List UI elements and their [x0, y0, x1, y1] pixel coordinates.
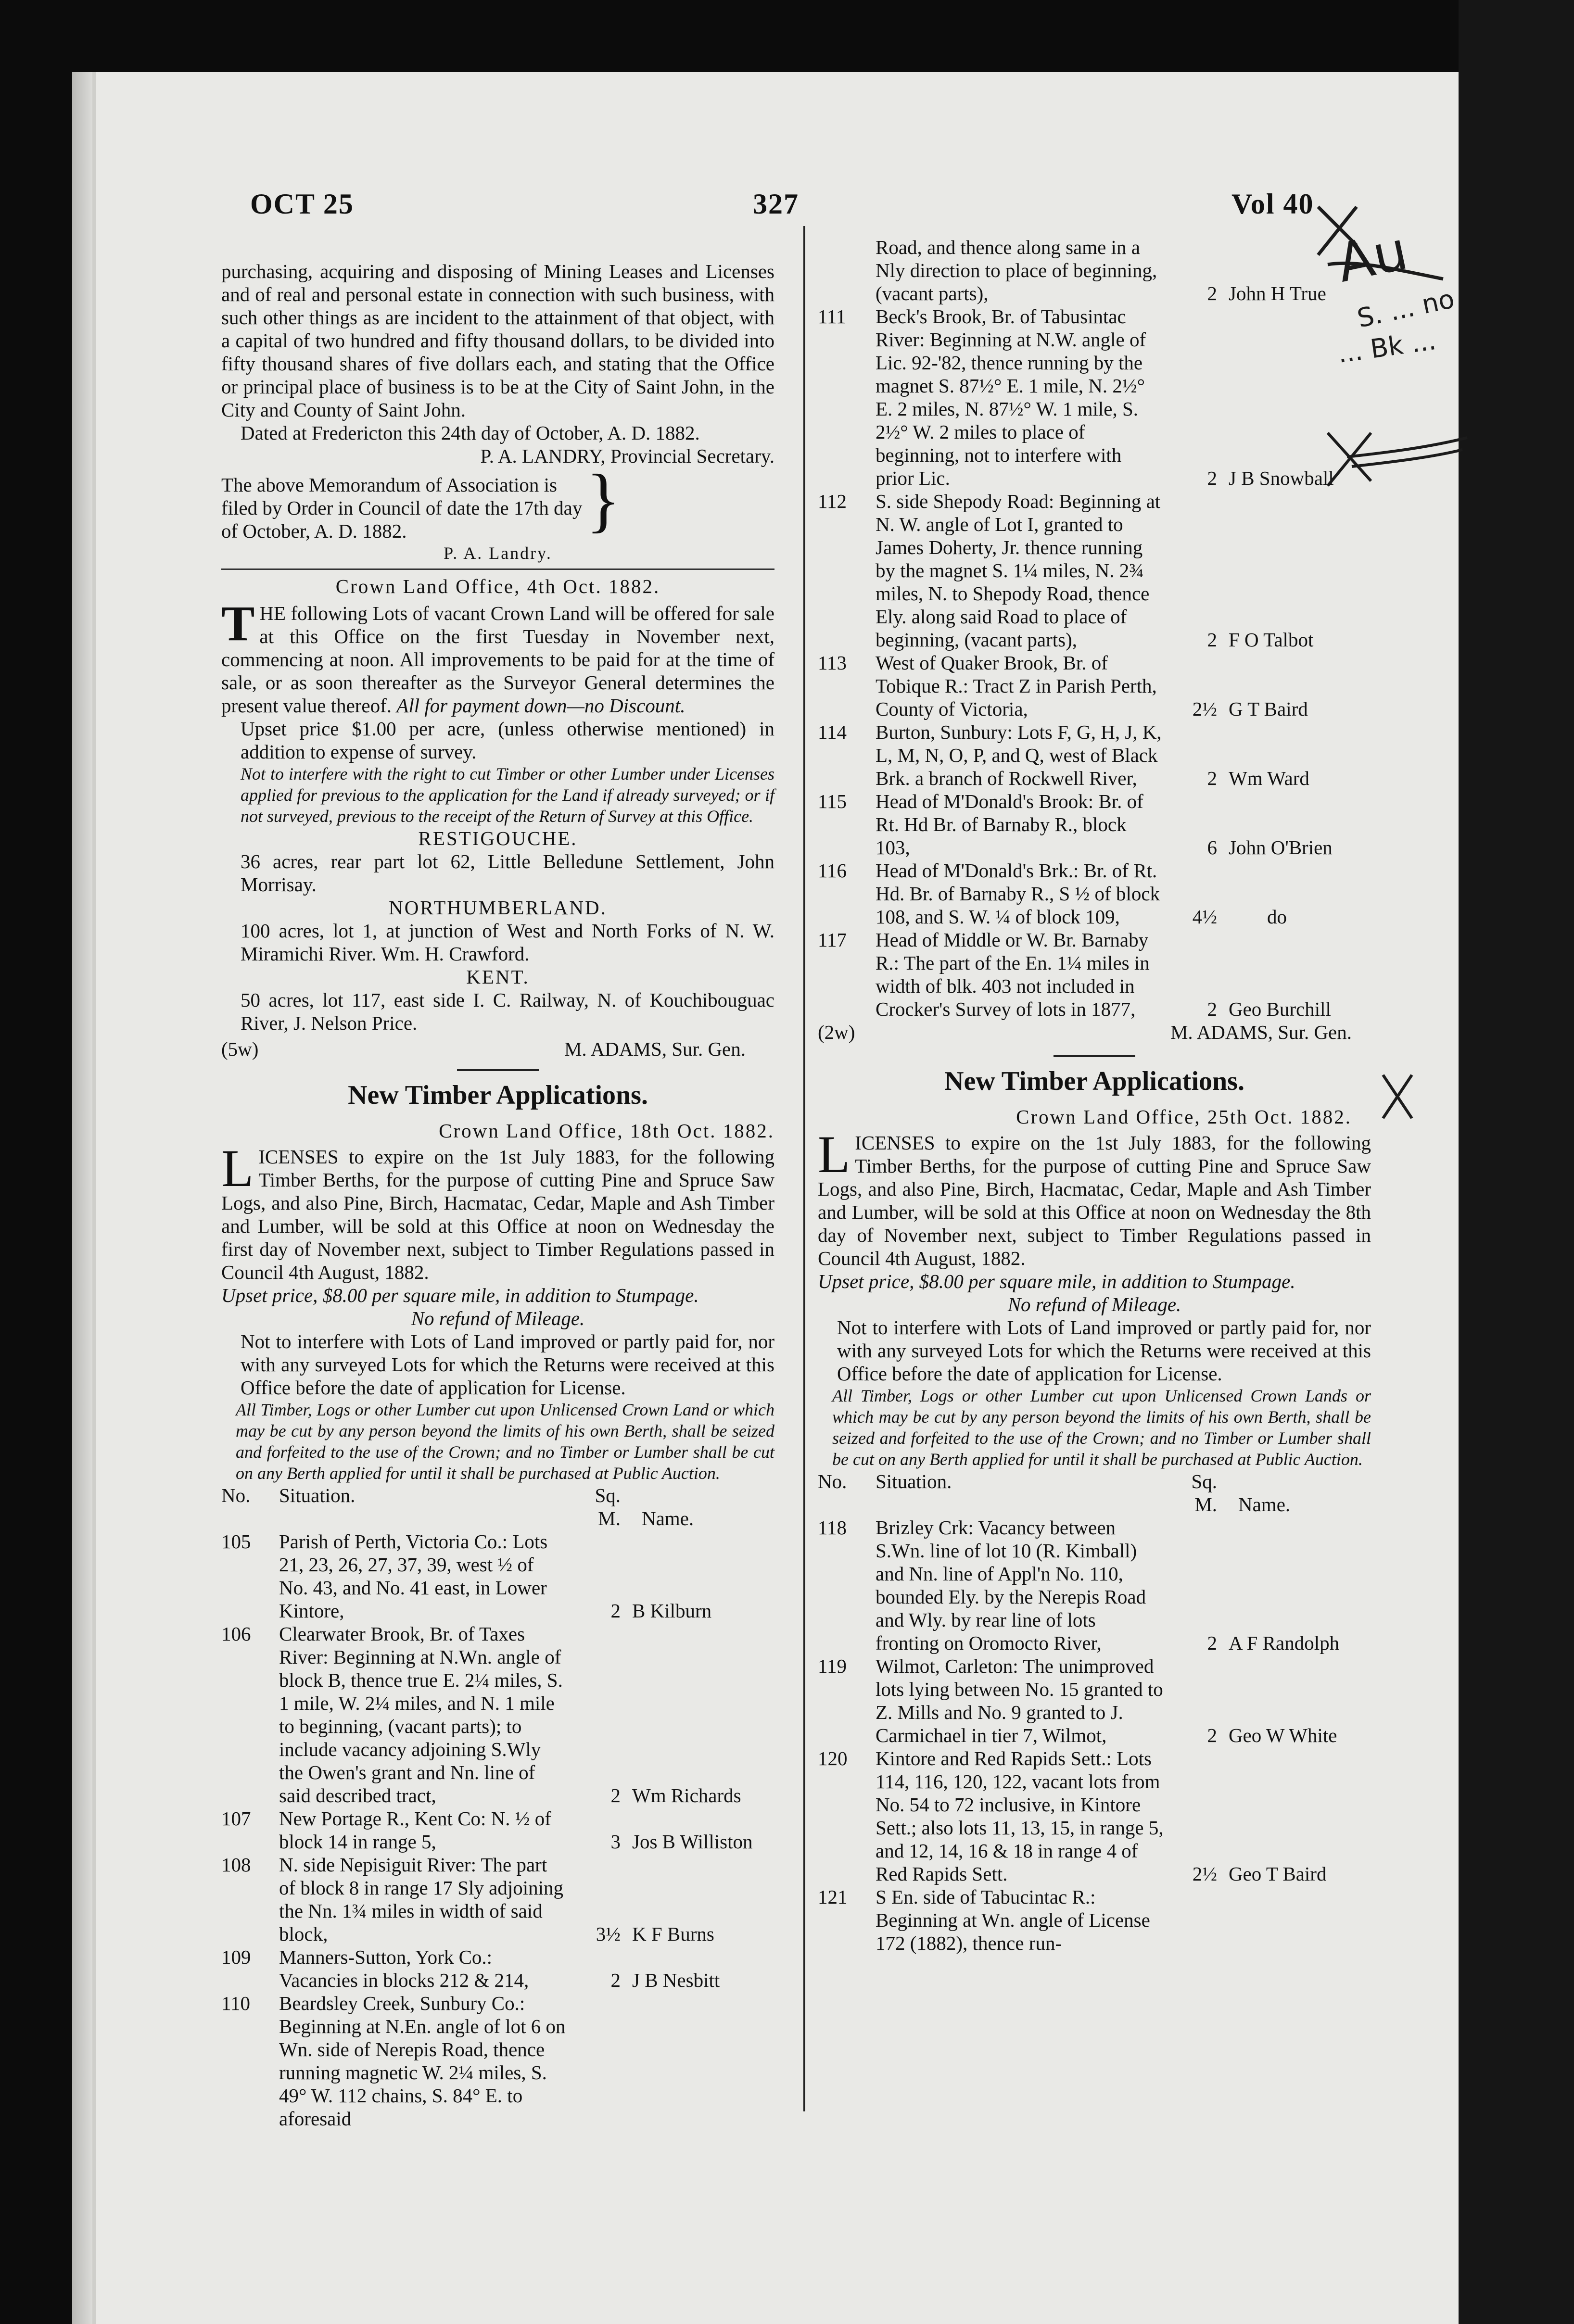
header-sq: Sq. M.	[595, 1484, 621, 1529]
binding-edge-line	[92, 72, 96, 2324]
row-no	[818, 236, 876, 305]
row-situation: Head of Middle or W. Br. Barnaby R.: The part of the En. 1¼ miles in width of blk. 403 not included in Crocker's Survey of lots in 1877,	[876, 929, 1150, 1020]
table-row	[221, 1807, 774, 1853]
table-row	[818, 236, 1371, 305]
page-date: OCT 25	[250, 188, 354, 220]
row-name: Wm Richards	[632, 1784, 741, 1806]
row-situation: Head of M'Donald's Brk.: Br. of Rt. Hd. Br. of Barnaby R., S ½ of block 108, and S. W. ¼ of block 109,	[876, 859, 1160, 928]
pencil-x-mark-snowball	[1318, 423, 1477, 495]
row-no: 118	[818, 1516, 847, 1539]
row-name: John H True	[1229, 282, 1326, 304]
timber-office-date: Crown Land Office, 18th Oct. 1882.	[439, 1120, 774, 1142]
row-situation: N. side Nepisiguit River: The part of block 8 in range 17 Sly adjoining the Nn. 1¾ miles in width of said block,	[279, 1854, 563, 1945]
volume-number: Vol 40	[1231, 188, 1314, 220]
timber-table-continued	[818, 236, 1371, 1021]
handwritten-note-line3: ... Bk ...	[1335, 325, 1438, 369]
header-no: No.	[818, 1470, 847, 1492]
county-northumberland: NORTHUMBERLAND.	[389, 897, 607, 919]
row-sq: 2	[610, 1600, 621, 1622]
insertion-count: (2w)	[818, 1021, 855, 1043]
row-name: Geo W White	[1229, 1724, 1337, 1746]
row-name: John O'Brien	[1229, 836, 1333, 859]
timber-upset-price: Upset price, $8.00 per square mile, in addition to Stumpage.	[818, 1270, 1295, 1292]
table-row	[818, 790, 1371, 859]
row-sq: 2½	[1192, 1863, 1217, 1885]
timber-seizure-note: All Timber, Logs or other Lumber cut upon Unlicensed Crown Land or which may be cut by any person beyond the limits of his own Berth, shall be seized and forfeited to the use of the Crown; and no Timber or Lumber shall be cut on any Berth applied for until it shall be purchased at Public Auction.	[236, 1400, 774, 1483]
section-rule	[221, 568, 774, 570]
scan-border-top	[0, 0, 1574, 72]
memorandum-signature: P. A. LANDRY, Provincial Secretary.	[480, 445, 774, 467]
row-situation: Manners-Sutton, York Co.: Vacancies in blocks 212 & 214,	[279, 1946, 529, 1991]
timber-table-left	[221, 1484, 774, 2130]
row-name: Geo T Baird	[1229, 1863, 1327, 1885]
row-sq: 3½	[596, 1923, 621, 1945]
sale-upset-price: Upset price $1.00 per acre, (unless otherwise mentioned) in addition to expense of survey.	[241, 718, 774, 763]
row-sq: 2	[1207, 282, 1217, 304]
memorandum-note-text: The above Memorandum of Association is filed by Order in Council of date the 17th day of October, A. D. 1882.	[221, 474, 583, 542]
row-no: 105	[221, 1530, 251, 1553]
row-name: Geo Burchill	[1229, 998, 1331, 1020]
row-situation: S En. side of Tabucintac R.: Beginning at Wn. angle of License 172 (1882), thence run-	[876, 1886, 1150, 1954]
row-no: 113	[818, 652, 847, 674]
handwritten-note-au: Au	[1332, 219, 1413, 294]
timber-applications-title: New Timber Applications.	[348, 1080, 648, 1110]
table-row	[221, 1992, 774, 2130]
timber-dropcap: L	[818, 1125, 850, 1184]
row-name	[632, 1992, 774, 2130]
pencil-x-mark-burchill	[1376, 1068, 1419, 1125]
row-sq: 6	[1207, 836, 1217, 859]
row-name: J B Nesbitt	[632, 1969, 720, 1991]
sale-office-heading: Crown Land Office, 4th Oct. 1882.	[335, 575, 660, 597]
lot-kent: 50 acres, lot 117, east side I. C. Railway, N. of Kouchibouguac River, J. Nelson Price.	[241, 989, 774, 1034]
table-row	[221, 1530, 774, 1622]
table-row	[818, 859, 1371, 928]
row-no: 111	[818, 305, 846, 328]
row-name: Jos B Williston	[632, 1831, 753, 1853]
pencil-stroke	[1318, 207, 1443, 279]
table-row	[818, 1655, 1371, 1747]
row-no: 121	[818, 1886, 848, 1908]
short-rule	[1054, 1055, 1135, 1057]
row-situation: Burton, Sunbury: Lots F, G, H, J, K, L, M, N, O, P, and Q, west of Black Brk. a branch of Rockwell River,	[876, 721, 1162, 789]
header-situation: Situation.	[279, 1484, 355, 1506]
row-name: Wm Ward	[1229, 767, 1309, 789]
row-sq: 2	[1207, 1724, 1217, 1746]
lot-northumberland: 100 acres, lot 1, at junction of West and North Forks of N. W. Miramichi River. Wm. H. Crawford.	[241, 920, 774, 965]
lot-restigouche: 36 acres, rear part lot 62, Little Belledune Settlement, John Morrisay.	[241, 850, 774, 896]
row-name	[1229, 1885, 1371, 1955]
row-no: 116	[818, 859, 847, 882]
timber-no-refund: No refund of Mileage.	[411, 1307, 585, 1329]
pencil-stroke	[1328, 433, 1467, 486]
memorandum-dated: Dated at Fredericton this 24th day of October, A. D. 1882.	[241, 422, 700, 444]
county-kent: KENT.	[466, 966, 530, 988]
row-situation: S. side Shepody Road: Beginning at N. W. angle of Lot I, granted to James Doherty, Jr. thence running by the magnet S. 1¼ miles, N. 2¾ miles, N. to Shepody Road, thence Ely. along said Road to place of beginning, (vacant parts),	[876, 490, 1161, 651]
sale-interference-note: Not to interfere with the right to cut Timber or other Lumber under Licenses applied for previous to the application for the Land if already surveyed; or if not surveyed, previous to the receipt of the Return of Survey at this Office.	[241, 764, 774, 826]
row-sq	[568, 1992, 632, 2130]
row-situation: Kintore and Red Rapids Sett.: Lots 114, 116, 120, 122, vacant lots from No. 54 to 72 inclusive, in Kintore Sett.; also lots 11, 13, 15, in range 5, and 12, 14, 16 & 18 in range 4 of Red Rapids Sett.	[876, 1747, 1164, 1885]
row-name: K F Burns	[632, 1923, 714, 1945]
row-no: 115	[818, 790, 847, 812]
row-no: 109	[221, 1946, 251, 1968]
row-no: 110	[221, 1992, 250, 2014]
timber-interference-note: Not to interfere with Lots of Land improved or partly paid for, nor with any surveyed Lots for which the Returns were received at this Office before the date of application for License.	[241, 1330, 774, 1399]
row-sq: 2	[610, 1969, 621, 1991]
timber-upset-price: Upset price, $8.00 per square mile, in addition to Stumpage.	[221, 1284, 699, 1306]
row-no: 119	[818, 1655, 847, 1677]
row-name: F O Talbot	[1229, 629, 1314, 651]
timber-applications-title: New Timber Applications.	[944, 1066, 1244, 1096]
sale-dropcap: T	[221, 596, 255, 651]
row-sq: 3	[610, 1831, 621, 1853]
row-name: J B Snowball	[1229, 467, 1334, 489]
row-name: G T Baird	[1229, 698, 1308, 720]
table-row	[221, 1853, 774, 1945]
row-sq: 2	[1207, 1632, 1217, 1654]
row-no: 114	[818, 721, 847, 743]
scan-border-right	[1459, 0, 1574, 2324]
short-rule	[457, 1069, 539, 1071]
row-situation: Wilmot, Carleton: The unimproved lots lying between No. 15 granted to Z. Mills and No. 9 granted to J. Carmichael in tier 7, Wilmot,	[876, 1655, 1163, 1746]
memorandum-text: purchasing, acquiring and disposing of Mining Leases and Licenses and of real and personal estate in connection with such business, with such other things as are incident to the attainment of that object, with a capital of two hundred and fifty thousand dollars, to be divided into fifty thousand shares of five dollars each, and stating that the Office or principal place of business is to be at the City of Saint John, in the City and County of Saint John.	[221, 260, 774, 421]
table-row	[818, 1885, 1371, 1955]
table-row	[818, 1747, 1371, 1885]
handwritten-scribble	[1299, 202, 1458, 308]
row-no: 108	[221, 1854, 251, 1876]
page-number: 327	[753, 188, 799, 220]
row-situation: Beck's Brook, Br. of Tabusintac River: Beginning at N.W. angle of Lic. 92-'82, thence running by the magnet S. 87½° E. 1 mile, N. 2½° E. 2 miles, N. 87½° W. 1 mile, S. 2½° W. 2 miles to place of beginning, not to interfere with prior Lic.	[876, 305, 1146, 489]
table-header-row	[818, 1470, 1371, 1516]
row-no: 107	[221, 1807, 251, 1830]
timber-no-refund: No refund of Mileage.	[1007, 1293, 1181, 1315]
timber-seizure-note: All Timber, Logs or other Lumber cut upon Unlicensed Crown Lands or which may be cut by any person beyond the limits of his own Berth, shall be seized and forfeited to the use of the Crown; and no Timber or Lumber shall be cut on any Berth applied for until it shall be purchased at Public Auction.	[832, 1386, 1371, 1469]
table-row	[818, 1516, 1371, 1655]
row-sq: 2	[610, 1784, 621, 1806]
insertion-count: (5w)	[221, 1038, 259, 1060]
memorandum-note-signature: P. A. Landry.	[444, 543, 552, 563]
memorandum-note	[221, 460, 621, 543]
timber-dropcap: L	[221, 1139, 254, 1198]
scan-border-left	[0, 0, 72, 2324]
row-situation: Head of M'Donald's Brook: Br. of Rt. Hd Br. of Barnaby R., block 103,	[876, 790, 1143, 859]
timber-office-date: Crown Land Office, 25th Oct. 1882.	[1016, 1106, 1352, 1128]
table-row	[818, 490, 1371, 651]
surveyor-signature: M. ADAMS, Sur. Gen.	[1170, 1021, 1352, 1043]
row-sq: 2	[1207, 629, 1217, 651]
row-no: 106	[221, 1623, 251, 1645]
row-sq: 4½	[1192, 906, 1217, 928]
row-situation: Parish of Perth, Victoria Co.: Lots 21, 23, 26, 27, 37, 39, west ½ of No. 43, and No. 41 east, in Lower Kintore,	[279, 1530, 548, 1622]
row-situation: Clearwater Brook, Br. of Taxes River: Beginning at N.Wn. angle of block B, thence true E. 2¼ miles, S. 1 mile, W. 2¼ miles, and N. 1 mile to beginning, (vacant parts); to include vacancy adjoining S.Wly the Owen's grant and Nn. line of said described tract,	[279, 1623, 563, 1806]
county-restigouche: RESTIGOUCHE.	[418, 827, 578, 849]
table-row	[818, 928, 1371, 1021]
header-name: Name.	[642, 1507, 694, 1529]
right-column	[818, 236, 1371, 1955]
handwritten-note-line2: S. ... no	[1354, 283, 1457, 334]
timber-interference-note: Not to interfere with Lots of Land improved or partly paid for, nor with any surveyed Lots for which the Returns were received at this Office before the date of application for License.	[837, 1316, 1371, 1385]
row-sq: 2	[1207, 767, 1217, 789]
header-name: Name.	[1238, 1493, 1291, 1516]
table-row	[818, 651, 1371, 720]
table-row	[818, 720, 1371, 790]
row-situation: Brizley Crk: Vacancy between S.Wn. line of lot 10 (R. Kimball) and Nn. line of Appl'n No. 110, bounded Ely. by the Nerepis Road and Wly. by rear line of lots fronting on Oromocto River,	[876, 1516, 1146, 1654]
row-situation: West of Quaker Brook, Br. of Tobique R.: Tract Z in Parish Perth, County of Victoria,	[876, 652, 1157, 720]
timber-table-right	[818, 1470, 1371, 1955]
header-situation: Situation.	[876, 1470, 952, 1492]
table-header-row	[221, 1484, 774, 1530]
pencil-stroke	[1383, 1075, 1412, 1118]
row-sq: 2	[1207, 998, 1217, 1020]
row-situation: New Portage R., Kent Co: N. ½ of block 14 in range 5,	[279, 1807, 551, 1853]
row-no: 112	[818, 490, 847, 512]
surveyor-signature: M. ADAMS, Sur. Gen.	[564, 1038, 746, 1060]
table-row	[818, 305, 1371, 490]
left-column	[221, 260, 774, 2130]
table-row	[221, 1945, 774, 1992]
row-no: 120	[818, 1747, 848, 1769]
row-sq	[1164, 1885, 1229, 1955]
header-no: No.	[221, 1484, 251, 1506]
sale-body: HE following Lots of vacant Crown Land will be offered for sale at this Office on the first Tuesday in November next, commencing at noon. All improvements to be paid for at the time of sale, or as soon thereafter as the Surveyor General determines the present value thereof.	[221, 602, 774, 717]
header-sq: Sq. M.	[1191, 1470, 1217, 1516]
binding-edge	[72, 72, 92, 2324]
row-name: do	[1267, 906, 1287, 928]
row-no: 117	[818, 929, 847, 951]
sale-payment-note: All for payment down—no Discount.	[396, 695, 685, 717]
column-divider	[803, 226, 805, 2111]
row-name: B Kilburn	[632, 1600, 712, 1622]
table-row	[221, 1622, 774, 1807]
row-name: A F Randolph	[1229, 1632, 1340, 1654]
row-sq: 2	[1207, 467, 1217, 489]
row-situation: Road, and thence along same in a Nly direction to place of beginning, (vacant parts),	[876, 236, 1157, 304]
row-sq: 2½	[1192, 698, 1217, 720]
row-situation: Beardsley Creek, Sunbury Co.: Beginning at N.En. angle of lot 6 on Wn. side of Nerepis Road, thence running magnetic W. 2¼ miles, S. 49° W. 112 chains, S. 84° E. to aforesaid	[279, 1992, 566, 2130]
timber-body: ICENSES to expire on the 1st July 1883, for the following Timber Berths, for the purpose of cutting Pine and Spruce Saw Logs, and also Pine, Birch, Hacmatac, Cedar, Maple and Ash Timber and Lumber, will be sold at this Office at noon on Wednesday the 8th day of November next, subject to Timber Regulations passed in Council 4th August, 1882.	[818, 1132, 1371, 1269]
timber-body: ICENSES to expire on the 1st July 1883, for the following Timber Berths, for the purpose of cutting Pine and Spruce Saw Logs, and also Pine, Birch, Hacmatac, Cedar, Maple and Ash Timber and Lumber, will be sold at this Office at noon on Wednesday the first day of November next, subject to Timber Regulations passed in Council 4th August, 1882.	[221, 1146, 774, 1283]
curly-brace: }	[586, 460, 621, 540]
